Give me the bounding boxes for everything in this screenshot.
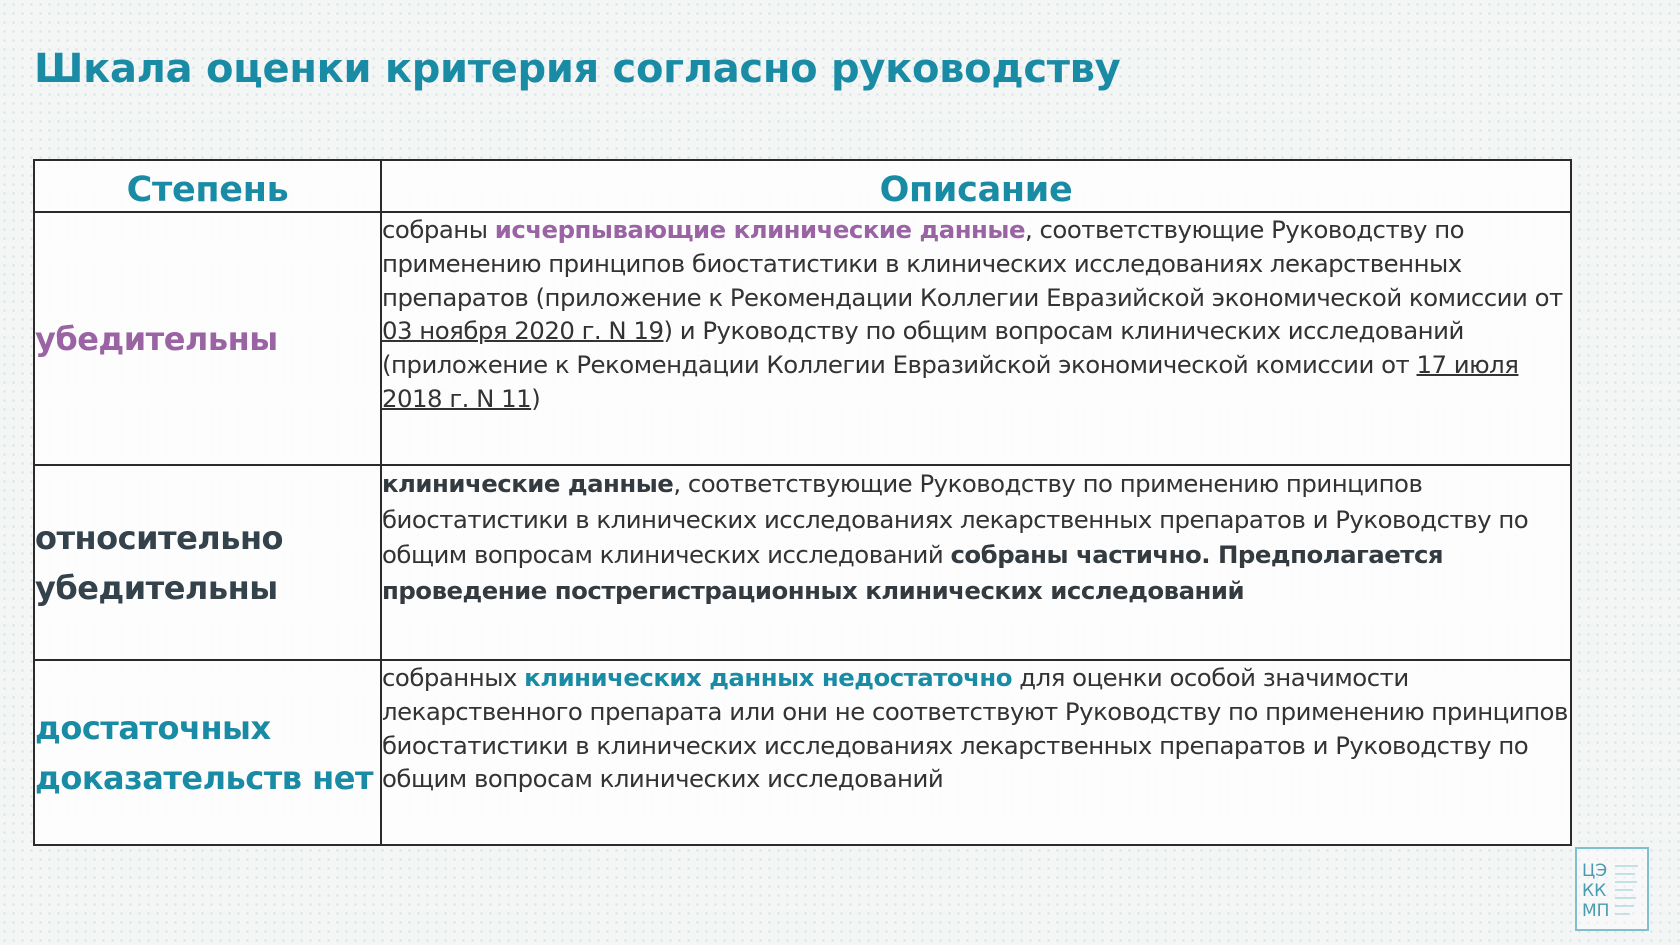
organization-logo-icon (1574, 846, 1652, 934)
document-link[interactable]: 03 ноября 2020 г. N 19 (382, 316, 664, 346)
description-highlight: собраны частично. Предполагается проведение пострегистрационных клинических исследований (382, 540, 1444, 605)
degree-label-insufficient-line1: достаточных (35, 708, 271, 747)
logo-text-line1: ЦЭ (1582, 861, 1608, 881)
description-text: ) и Руководству по общим вопросам клинических исследований (приложение к Рекомендации Коллегии Евразийской экономической комиссии от (382, 316, 1464, 380)
degree-label-insufficient-line2: доказательств нет (35, 758, 374, 797)
description-highlight: исчерпывающие клинические данные (494, 215, 1025, 244)
description-text: ) (531, 383, 541, 413)
description-text: собранных (382, 663, 525, 692)
description-column-header (381, 160, 1571, 212)
logo-text-line3: МП (1582, 901, 1610, 921)
description-text: собраны (382, 215, 495, 244)
table-row (34, 212, 1571, 465)
description-cell (381, 465, 1571, 660)
degree-column-header (34, 160, 381, 212)
description-cell (381, 660, 1571, 845)
document-link[interactable]: 17 июля 2018 г. N 11 (382, 350, 1519, 413)
description-text: , соответствующие Руководству по применению принципов биостатистики в клинических исследованиях лекарственных препаратов и Руководству по общим вопросам клинических исследований (382, 469, 1529, 569)
degree-label-relatively-convincing-line1: относительно (35, 518, 284, 557)
degree-header-label: Степень (126, 170, 289, 210)
description-header-label: Описание (879, 170, 1073, 210)
degree-label-relatively-convincing-line2: убедительны (35, 568, 278, 607)
description-highlight: клинических данных недостаточно (524, 663, 1013, 692)
table-row (34, 660, 1571, 845)
description-highlight: клинические данные (382, 469, 674, 498)
degree-label-convincing: убедительны (35, 319, 278, 358)
degree-cell (34, 212, 381, 465)
slide-title: Шкала оценки критерия согласно руководству (34, 46, 1121, 92)
criteria-scale-table (33, 159, 1572, 846)
table-row (34, 465, 1571, 660)
table-header-row (34, 160, 1571, 212)
description-cell (381, 212, 1571, 465)
degree-cell (34, 660, 381, 845)
description-text: , соответствующие Руководству по применению принципов биостатистики в клинических исследованиях лекарственных препаратов (приложение к Рекомендации Коллегии Евразийской экономической комиссии от (382, 215, 1563, 312)
description-text: для оценки особой значимости лекарственного препарата или они не соответствуют Руководству по применению принципов биостатистики в клинических исследованиях лекарственных препаратов и Руководству по общим вопросам клинических исследований (382, 663, 1568, 794)
degree-cell (34, 465, 381, 660)
logo-text-line2: КК (1582, 881, 1607, 901)
